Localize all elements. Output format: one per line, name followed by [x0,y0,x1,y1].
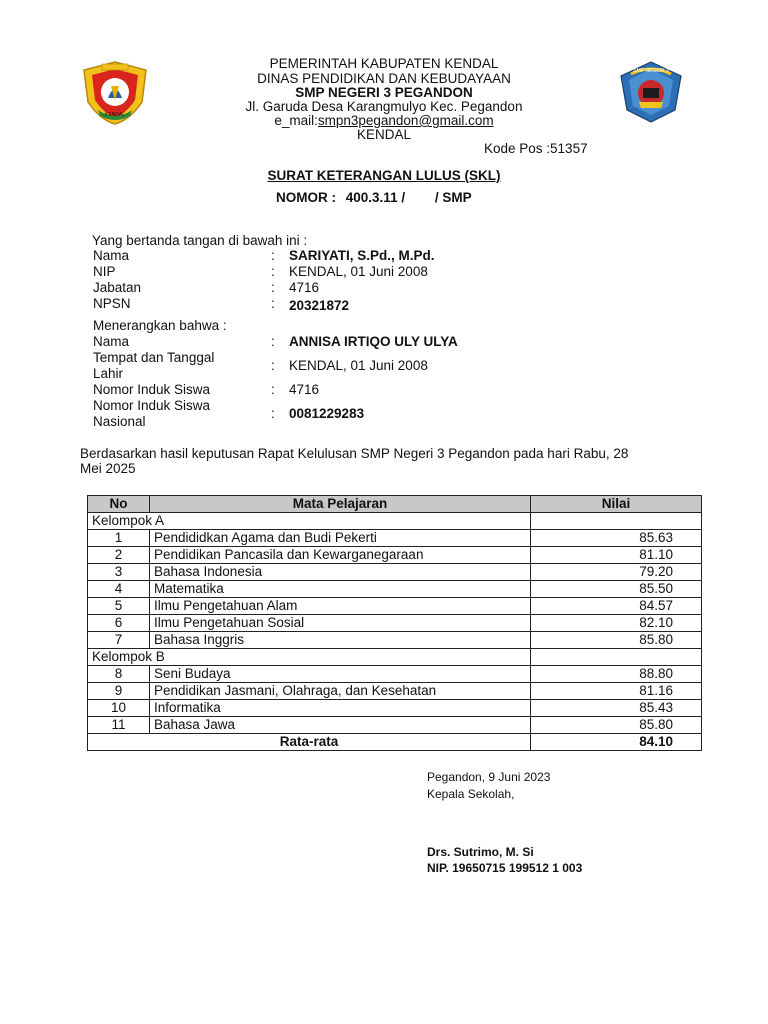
student-birth-label: Tempat dan Tanggal [93,350,215,365]
row-subject: Ilmu Pengetahuan Sosial [150,615,531,632]
right-logo-text: SMP NEGERI 3 [633,68,669,74]
average-label: Rata-rata [88,734,531,751]
row-score: 84.57 [531,598,702,615]
separator-colon: : [271,248,275,263]
header-school-name: SMP NEGERI 3 PEGANDON [295,85,473,100]
table-row [88,547,702,564]
separator-colon: : [271,280,275,295]
signer-position-label: Jabatan [93,280,142,295]
group-label-b: Kelompok B [88,649,531,666]
row-no: 11 [88,717,150,734]
row-no: 5 [88,598,150,615]
signer-intro: Yang bertanda tangan di bawah ini : [92,233,308,248]
row-score: 85.63 [531,530,702,547]
email-link[interactable]: smpn3pegandon@gmail.com [317,113,494,128]
separator-colon: : [271,358,275,373]
row-score: 85.50 [531,581,702,598]
group-empty-cell [531,513,702,530]
student-nisn-label: Nomor Induk Siswa [93,398,211,413]
signer-nip-value: KENDAL, 01 Juni 2008 [289,264,428,279]
separator-colon: : [271,296,275,311]
row-score: 81.10 [531,547,702,564]
table-row [88,700,702,717]
statement-line-1: Berdasarkan hasil keputusan Rapat Kelulusan SMP Negeri 3 Pegandon pada hari Rabu, 28 [80,446,629,461]
row-subject: Pendidikan Jasmani, Olahraga, dan Kesehatan [150,683,531,700]
student-nisn-label-cont: Nasional [93,414,146,429]
table-row [88,581,702,598]
signer-npsn-value: 20321872 [289,298,350,313]
header-postal-code: Kode Pos :51357 [484,141,588,156]
row-subject: Bahasa Inggris [150,632,531,649]
signer-position-value: 4716 [289,280,320,295]
row-subject: Informatika [150,700,531,717]
table-row [88,530,702,547]
column-header-no: No [88,496,150,513]
signer-npsn-label: NPSN [93,296,131,311]
header-address: Jl. Garuda Desa Karangmulyo Kec. Pegandon [245,99,523,114]
principal-name: Drs. Sutrimo, M. Si [427,845,534,859]
row-no: 4 [88,581,150,598]
signer-nip-label: NIP [93,264,116,279]
row-subject: Matematika [150,581,531,598]
table-header-row [88,496,702,513]
row-score: 79.20 [531,564,702,581]
document-title: SURAT KETERANGAN LULUS (SKL) [267,168,501,183]
email-label: e_mail: [274,113,318,128]
number-label: NOMOR : [276,190,336,205]
row-subject: Ilmu Pengetahuan Alam [150,598,531,615]
table-row [88,632,702,649]
student-name-label: Nama [93,334,130,349]
table-row [88,564,702,581]
row-no: 7 [88,632,150,649]
table-row [88,598,702,615]
principal-nip: NIP. 19650715 199512 1 003 [427,861,583,875]
number-value: 400.3.11 / [345,190,406,205]
student-birth-value: KENDAL, 01 Juni 2008 [289,358,428,373]
header-line-regency: PEMERINTAH KABUPATEN KENDAL [269,56,499,71]
row-no: 3 [88,564,150,581]
separator-colon: : [271,406,275,421]
row-no: 9 [88,683,150,700]
signer-name-label: Nama [93,248,130,263]
row-score: 88.80 [531,666,702,683]
table-row [88,615,702,632]
row-score: 85.43 [531,700,702,717]
student-name-value: ANNISA IRTIQO ULY ULYA [289,334,458,349]
table-row [88,717,702,734]
left-logo-text: KENDAL [104,112,125,118]
row-subject: Pendidikan Pancasila dan Kewarganegaraan [150,547,531,564]
student-intro: Menerangkan bahwa : [93,318,227,333]
average-row [88,734,702,751]
row-no: 2 [88,547,150,564]
student-nisn-value: 0081229283 [289,406,365,421]
table-row [88,683,702,700]
group-row [88,649,702,666]
statement-line-2: Mei 2025 [80,461,136,476]
closing-position: Kepala Sekolah, [427,787,515,801]
row-score: 81.16 [531,683,702,700]
header-city: KENDAL [356,127,412,142]
student-birth-label-cont: Lahir [93,366,124,381]
column-header-subject: Mata Pelajaran [150,496,531,513]
table-row [88,666,702,683]
separator-colon: : [271,264,275,279]
signer-name-value: SARIYATI, S.Pd., M.Pd. [289,248,435,263]
row-subject: Seni Budaya [150,666,531,683]
number-suffix: / SMP [434,190,472,205]
row-no: 8 [88,666,150,683]
student-nis-label: Nomor Induk Siswa [93,382,211,397]
group-empty-cell [531,649,702,666]
average-value: 84.10 [531,734,702,751]
grades-table [87,495,702,751]
separator-colon: : [271,334,275,349]
row-subject: Bahasa Indonesia [150,564,531,581]
student-nis-value: 4716 [289,382,320,397]
closing-place-date: Pegandon, 9 Juni 2023 [427,770,551,784]
group-label-a: Kelompok A [88,513,531,530]
group-row [88,513,702,530]
row-subject: Pendididkan Agama dan Budi Pekerti [150,530,531,547]
header-line-department: DINAS PENDIDIKAN DAN KEBUDAYAAN [257,71,511,86]
row-no: 6 [88,615,150,632]
document-number [276,190,472,205]
row-score: 85.80 [531,717,702,734]
row-no: 1 [88,530,150,547]
column-header-score: Nilai [531,496,702,513]
header-email [0,113,768,128]
row-score: 85.80 [531,632,702,649]
row-score: 82.10 [531,615,702,632]
separator-colon: : [271,382,275,397]
row-subject: Bahasa Jawa [150,717,531,734]
row-no: 10 [88,700,150,717]
